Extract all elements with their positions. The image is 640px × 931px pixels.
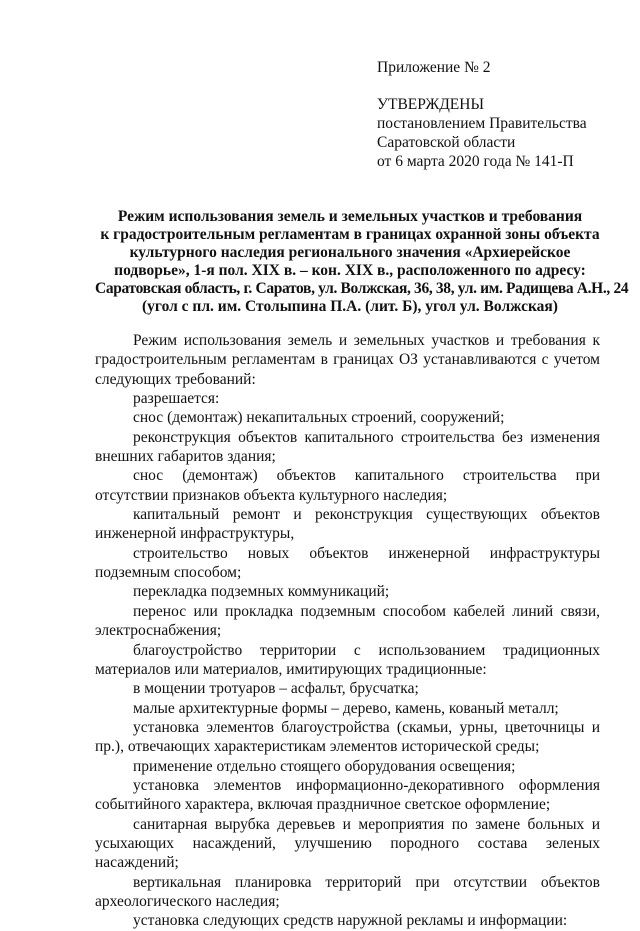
approval-line-3: от 6 марта 2020 года № 141-П — [377, 153, 574, 170]
paragraph: применение отдельно стоящего оборудования освещения; — [133, 757, 516, 775]
paragraph: перекладка подземных коммуникаций; — [133, 583, 390, 601]
paragraph: снос (демонтаж) некапитальных строений, сооружений; — [133, 409, 505, 427]
approved-heading: УТВЕРЖДЕНЫ — [377, 96, 484, 113]
paragraph: строительство новых объектов инженерной инфраструктуры подземным способом; — [95, 544, 600, 582]
approval-line-1: постановлением Правительства — [377, 115, 587, 132]
paragraph: установка элементов информационно-декоративного оформления событийного характера, включая праздничное светское оформление; — [95, 776, 600, 814]
paragraph: перенос или прокладка подземным способом кабелей линий связи, электроснабжения; — [95, 602, 600, 640]
title-line-3: культурного наследия регионального значения «Архиерейское — [129, 244, 571, 261]
paragraph: установка элементов благоустройства (скамьи, урны, цветочницы и пр.), отвечающих характеристикам элементов исторической среды; — [95, 718, 600, 756]
document-title — [95, 208, 629, 316]
paragraph: разрешается: — [133, 390, 220, 408]
paragraph: снос (демонтаж) объектов капитального строительства при отсутствии признаков объекта культурного наследия; — [95, 467, 600, 504]
approval-block — [377, 58, 587, 171]
title-line-4: подворье», 1-я пол. XIX в. – кон. XIX в., расположенного по адресу: — [114, 262, 586, 279]
paragraph: в мощении тротуаров – асфальт, брусчатка; — [133, 680, 419, 698]
document-body — [95, 331, 600, 931]
paragraph: санитарная вырубка деревьев и мероприятия по замене больных и усыхающих насаждений, улучшению породного состава зеленых насаждений; — [95, 815, 600, 872]
title-line-1: Режим использования земель и земельных участков и требования — [117, 208, 583, 225]
paragraph: малые архитектурные формы – дерево, камень, кованый металл; — [133, 699, 559, 717]
title-line-6: (угол с пл. им. Столыпина П.А. (лит. Б), угол ул. Волжская) — [142, 298, 558, 315]
appendix-number: Приложение № 2 — [377, 59, 491, 76]
approval-line-2: Саратовской области — [377, 134, 516, 151]
title-line-5: Саратовская область, г. Саратов, ул. Волжская, 36, 38, ул. им. Радищева А.Н., 24 — [95, 280, 629, 297]
paragraph: вертикальная планировка территорий при отсутствии объектов археологического наследия; — [95, 873, 600, 910]
paragraph: благоустройство территории с использованием традиционных материалов или материалов, имитирующих традиционные: — [95, 641, 600, 678]
paragraph: реконструкция объектов капитального строительства без изменения внешних габаритов здания; — [95, 428, 600, 466]
paragraph: Режим использования земель и земельных участков и требования к градостроительным регламентам в границах ОЗ устанавливаются с учетом следующих требований: — [95, 332, 600, 388]
paragraph: капитальный ремонт и реконструкция существующих объектов инженерной инфраструктуры, — [95, 506, 600, 543]
title-line-2: к градостроительным регламентам в границах охранной зоны объекта — [100, 226, 600, 243]
paragraph: установка следующих средств наружной рекламы и информации: — [133, 912, 568, 930]
